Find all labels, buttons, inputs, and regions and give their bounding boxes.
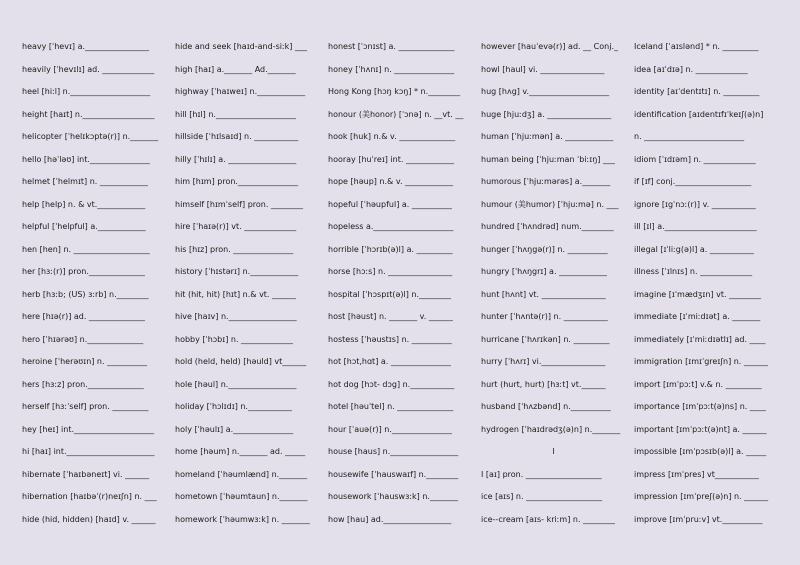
word-entry: hopeless a.____________________: [328, 222, 454, 231]
word-entry: impress [ɪmˈpres] vt___________: [634, 469, 759, 479]
word-entry: heavy [ˈhevɪ] a.________________: [22, 42, 150, 51]
word-entry: high [haɪ] a._______ Ad._______: [175, 64, 296, 74]
word-entry: identification [aɪdentɪfɪˈkeɪʃ(ə)n]: [634, 109, 764, 119]
word-entry: Iceland [ˈaɪslənd] * n. _________: [634, 42, 759, 51]
word-entry: helpful [ˈhelpful] a.____________: [22, 222, 146, 231]
word-entry: impression [ɪmˈpreʃ(ə)n] n. ______: [634, 492, 769, 501]
word-entry: immediate [ɪˈmiːdɪət] a. _______: [634, 312, 761, 321]
word-entry: import [ɪmˈpɔːt] v.& n. _________: [634, 379, 762, 389]
word-entry: her [hɜː(r)] pron.______________: [22, 267, 145, 276]
word-entry: hungry [ˈhʌŋgrɪ] a. ____________: [481, 267, 608, 276]
word-entry: I [aɪ] pron. ___________________: [481, 469, 602, 479]
word-entry: important [ɪmˈpɔːt(ə)nt] a. ______: [634, 424, 767, 434]
word-entry: hen [hen] n. ___________________: [22, 244, 150, 254]
word-entry: human [ˈhjuːmən] a. ____________: [481, 132, 614, 141]
word-entry: hello [həˈləʊ] int._______________: [22, 154, 150, 164]
word-entry: highway [ˈhaɪweɪ] n.____________: [175, 87, 306, 96]
word-entry: hydrogen [ˈhaɪdrədʒ(ə)n] n._______: [481, 424, 621, 434]
word-entry: hospital [ˈhɔspɪt(ə)l] n.________: [328, 289, 452, 299]
word-entry: his [hɪz] pron. _______________: [175, 244, 294, 254]
word-entry: hold (held, held) [həuld] vt______: [175, 357, 307, 366]
word-entry: heel [hiːl] n.____________________: [22, 87, 151, 96]
word-entry: huge [hjuːdʒ] a. ________________: [481, 109, 612, 119]
word-entry: hillside [ˈhɪlsaɪd] n. ___________: [175, 132, 299, 141]
word-entry: hometown [ˈhəumtaun] n._______: [175, 492, 308, 501]
word-entry: human being [ˈhjuːman ˈbiːɪŋ] ___: [481, 154, 615, 164]
word-entry: hey [heɪ] int.____________________: [22, 424, 154, 434]
word-entry: hive [haɪv] n._________________: [175, 312, 297, 321]
word-entry: hers [hɜːz] pron.______________: [22, 379, 144, 389]
word-entry: hook [huk] n.& v. ______________: [328, 132, 456, 141]
word-entry: hurry [ˈhʌrɪ] vi.________________: [481, 357, 606, 366]
word-entry: history [ˈhɪstərɪ] n.____________: [175, 267, 299, 276]
word-entry: house [haus] n._________________: [328, 447, 459, 456]
word-column-1: [22, 36, 175, 565]
word-entry: hope [həup] n.& v. ____________: [328, 177, 454, 186]
word-entry: illness [ˈɪlnɪs] n. _____________: [634, 267, 753, 276]
word-entry: horrible [ˈhɔrɪb(ə)l] a. _________: [328, 244, 453, 254]
word-entry: hostess [ˈhəustɪs] n. __________: [328, 334, 452, 344]
word-entry: hide and seek [haɪd-and-siːk] ___: [175, 42, 307, 51]
word-entry: here [hɪə(r)] ad. ______________: [22, 312, 145, 321]
word-entry: honest [ˈɔnɪst] a. ______________: [328, 42, 455, 51]
word-entry: hot dog [hɔt- dɔg] n.___________: [328, 379, 455, 389]
word-entry: immigration [ɪmɪˈgreɪʃn] n. ______: [634, 357, 768, 366]
word-entry: hot [hɔt,hɑt] a. _______________: [328, 357, 451, 366]
word-entry: ice [aɪs] n. ___________________: [481, 492, 603, 501]
word-entry: host [həust] n. _______ v. ______: [328, 312, 453, 321]
word-entry: hopeful [ˈhəupful] a. __________: [328, 199, 452, 209]
word-entry: heroine [ˈherəʊɪn] n. __________: [22, 357, 148, 366]
word-entry: however [hauˈevə(r)] ad. __ Conj._: [481, 42, 618, 51]
word-entry: ill [ɪl] a._______________________: [634, 222, 757, 231]
word-entry: himself [hɪmˈself] pron. ________: [175, 199, 303, 209]
word-entry: herb [hɜːb; (US) ɜːrb] n.________: [22, 289, 149, 299]
word-entry: illegal [ɪˈliːg(ə)l] a. ___________: [634, 244, 754, 254]
word-entry: n. _________________________: [634, 132, 745, 141]
word-column-3: [328, 36, 481, 565]
word-entry: honey [ˈhʌnɪ] n. _______________: [328, 64, 455, 74]
word-entry: immediately [ɪˈmiːdɪətlɪ] ad. ____: [634, 334, 766, 344]
word-entry: hooray [huˈreɪ] int. ____________: [328, 154, 454, 164]
word-column-4: [481, 36, 634, 565]
word-entry: hurricane [ˈhʌrɪkən] n. _________: [481, 334, 610, 344]
word-entry: idea [aɪˈdɪə] n. _____________: [634, 64, 748, 74]
word-entry: hibernation [haɪbəˈ(r)neɪʃn] n. ___: [22, 492, 157, 501]
word-entry: hunt [hʌnt] vt. ________________: [481, 289, 606, 299]
word-entry: hero [ˈhɪərəʊ] n.______________: [22, 334, 144, 344]
word-entry: hobby [ˈhɔbɪ] n. _____________: [175, 334, 294, 344]
word-entry: hole [həul] n._________________: [175, 379, 297, 389]
word-entry: height [haɪt] n.__________________: [22, 109, 155, 119]
word-entry: hit (hit, hit) [hɪt] n.& vt. ______: [175, 289, 297, 299]
word-entry: if [ɪf] conj.___________________: [634, 177, 752, 186]
word-entry: hug [hʌg] v.____________________: [481, 87, 610, 96]
word-entry: hilly [ˈhɪlɪ] a. _________________: [175, 154, 297, 164]
word-entry: hurt (hurt, hurt) [hɜːt] vt.______: [481, 379, 606, 389]
word-column-5: [634, 36, 784, 565]
word-entry: ignore [ɪgˈnɔː(r)] v. ___________: [634, 199, 756, 209]
word-entry: holiday [ˈhɔlɪdɪ] n.___________: [175, 402, 292, 411]
word-entry: horse [hɔːs] n. ________________: [328, 267, 453, 276]
word-entry: imagine [ɪˈmædʒɪn] vt. ________: [634, 289, 762, 299]
word-entry: hide (hid, hidden) [haɪd] v. ______: [22, 514, 156, 524]
word-entry: hotel [həuˈtel] n. ______________: [328, 402, 454, 411]
word-entry: home [həum] n._______ ad. _____: [175, 447, 306, 456]
word-entry: Hong Kong [hɔŋ kɔŋ] * n.________: [328, 87, 461, 96]
word-entry: impossible [ɪmˈpɔsɪb(ə)l] a. _____: [634, 447, 767, 456]
word-entry: idiom [ˈɪdɪəm] n. _____________: [634, 154, 756, 164]
word-entry: howl [haul] vi. ________________: [481, 64, 605, 74]
word-entry: humorous [ˈhjuːmərəs] a._______: [481, 177, 611, 186]
word-entry: hunger [ˈhʌŋgə(r)] n. __________: [481, 244, 608, 254]
word-entry: helmet [ˈhelmɪt] n. ____________: [22, 177, 148, 186]
word-entry: ice--cream [aɪs- kriːm] n. ________: [481, 514, 616, 524]
word-entry: honour (美honor) [ˈɔnə] n. __vt. __: [328, 109, 464, 119]
word-entry: heavily [ˈhevɪlɪ] ad. _____________: [22, 64, 155, 74]
word-entry: importance [ɪmˈpɔːt(ə)ns] n. ____: [634, 402, 766, 411]
word-entry: husband [ˈhʌzbənd] n.__________: [481, 402, 611, 411]
word-entry: how [hau] ad._________________: [328, 514, 452, 524]
word-entry: housewife [ˈhauswaɪf] n.________: [328, 469, 459, 479]
word-entry: herself [hɜːˈself] pron. _________: [22, 402, 149, 411]
word-entry: hill [hɪl] n.____________________: [175, 109, 296, 119]
word-entry: holy [ˈhəulɪ] a._______________: [175, 424, 294, 434]
word-entry: help [help] n. & vt.____________: [22, 199, 146, 209]
word-entry: housework [ˈhauswɜːk] n._______: [328, 492, 458, 501]
word-entry: hunter [ˈhʌntə(r)] n. ___________: [481, 312, 608, 321]
word-entry: homeland [ˈhəumlænd] n._______: [175, 469, 308, 479]
word-column-2: [175, 36, 328, 565]
word-entry: homework [ˈhəumwɜːk] n. _______: [175, 514, 310, 524]
section-letter: I: [552, 447, 555, 456]
word-entry: humour (美humor) [ˈhjuːmə] n. ___: [481, 199, 619, 209]
word-entry: hundred [ˈhʌndrəd] num.________: [481, 222, 614, 231]
word-entry: hi [haɪ] int.______________________: [22, 447, 155, 456]
word-entry: improve [ɪmˈpruːv] vt.__________: [634, 514, 763, 524]
word-entry: hire [ˈhaɪə(r)] vt. _____________: [175, 222, 297, 231]
word-entry: helicopter [ˈhelɪkɔptə(r)] n._______: [22, 132, 159, 141]
word-entry: him [hɪm] pron._______________: [175, 177, 298, 186]
word-entry: hour [ˈauə(r)] n._______________: [328, 424, 452, 434]
word-entry: identity [aɪˈdentɪtɪ] n. _________: [634, 87, 760, 96]
word-entry: hibernate [ˈhaɪbəneɪt] vi. ______: [22, 469, 150, 479]
